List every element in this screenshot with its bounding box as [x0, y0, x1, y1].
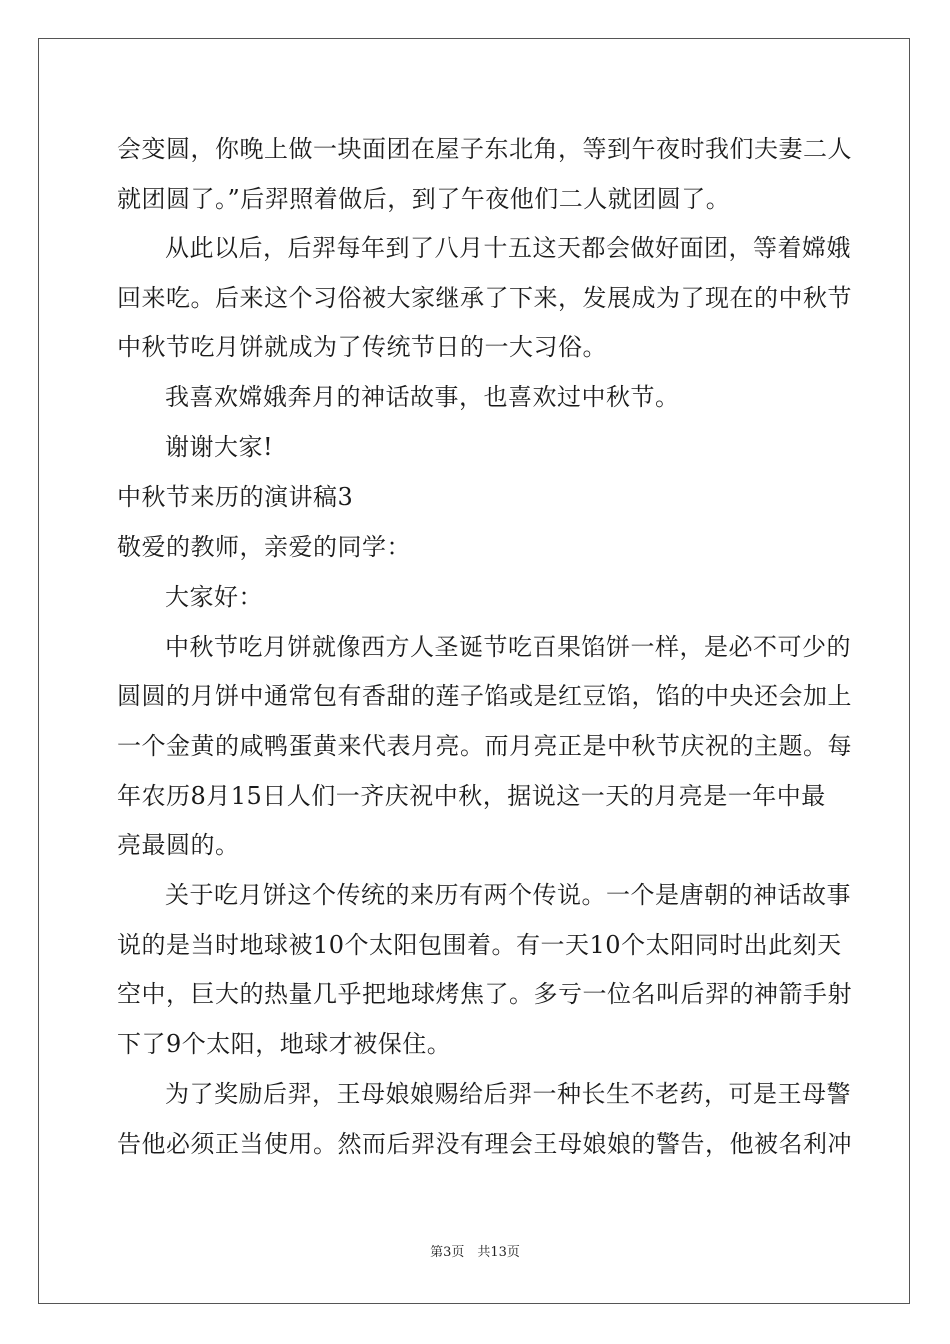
text-line: 说的是当时地球被10个太阳包围着。有一天10个太阳同时出此刻天	[117, 931, 842, 959]
text-line: 谢谢大家!	[165, 433, 274, 461]
page-footer: 第3页 共13页	[430, 1245, 520, 1260]
text-line: 亮最圆的。	[117, 831, 240, 859]
text-line: 我喜欢嫦娥奔月的神话故事，也喜欢过中秋节。	[165, 383, 680, 411]
salutation: 敬爱的教师，亲爱的同学：	[117, 533, 411, 561]
text-line: 从此以后，后羿每年到了八月十五这天都会做好面团，等着嫦娥	[165, 234, 851, 262]
text-line: 中秋节吃月饼就像西方人圣诞节吃百果馅饼一样，是必不可少的	[165, 633, 851, 661]
text-line: 会变圆，你晚上做一块面团在屋子东北角，等到午夜时我们夫妻二人	[117, 135, 852, 163]
text-line: 就团圆了。”后羿照着做后，到了午夜他们二人就团圆了。	[117, 185, 731, 213]
text-line: 空中，巨大的热量几乎把地球烤焦了。多亏一位名叫后羿的神箭手射	[117, 980, 852, 1008]
section-heading: 中秋节来历的演讲稿3	[117, 483, 354, 511]
text-line: 告他必须正当使用。然而后羿没有理会王母娘娘的警告，他被名利冲	[117, 1130, 852, 1158]
text-line: 回来吃。后来这个习俗被大家继承了下来，发展成为了现在的中秋节	[117, 284, 852, 312]
text-line: 关于吃月饼这个传统的来历有两个传说。一个是唐朝的神话故事	[165, 881, 851, 909]
text-line: 为了奖励后羿，王母娘娘赐给后羿一种长生不老药，可是王母警	[165, 1080, 851, 1108]
text-line: 中秋节吃月饼就成为了传统节日的一大习俗。	[117, 333, 607, 361]
page-border	[38, 38, 910, 1304]
greeting: 大家好：	[165, 583, 263, 611]
text-line: 年农历8月15日人们一齐庆祝中秋，据说这一天的月亮是一年中最	[117, 782, 826, 810]
text-line: 一个金黄的咸鸭蛋黄来代表月亮。而月亮正是中秋节庆祝的主题。每	[117, 732, 852, 760]
text-line: 下了9个太阳，地球才被保住。	[117, 1030, 452, 1058]
text-line: 圆圆的月饼中通常包有香甜的莲子馅或是红豆馅，馅的中央还会加上	[117, 682, 852, 710]
